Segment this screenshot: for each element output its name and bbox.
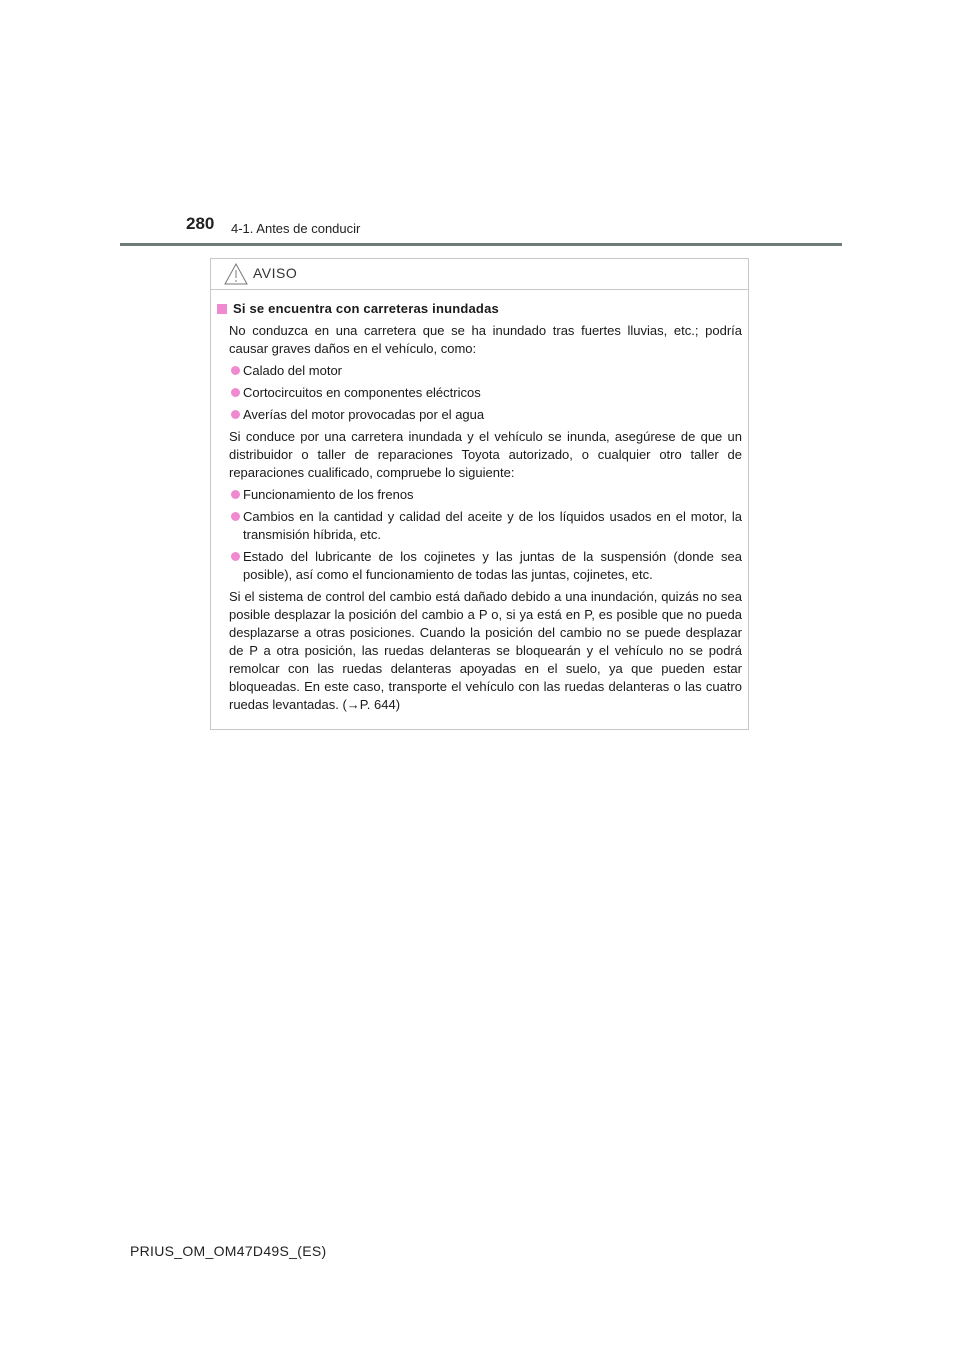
dot-bullet-icon [231, 410, 240, 419]
warning-heading [217, 300, 742, 318]
footer-code: PRIUS_OM_OM47D49S_(ES) [130, 1243, 327, 1259]
inspection-paragraph: Si conduce por una carretera inundada y el vehículo se inunda, asegúrese de que un distribuidor o taller de reparaciones Toyota autorizado, o cualquier otro taller de reparaciones cualificado, compruebe lo siguiente: [229, 429, 742, 480]
warning-triangle-icon [224, 263, 248, 285]
warning-box [210, 258, 749, 730]
header-rule [120, 243, 842, 246]
shift-system-paragraph: Si el sistema de control del cambio está dañado debido a una inundación, quizás no sea posible desplazar la posición del cambio a P o, si ya está en P, es posible que no pueda desplazarse a otras posiciones. Cuando la posición del cambio no se puede desplazar de P a otra posición, las ruedas delanteras se bloquearán y el vehículo no se podrá remolcar con las ruedas delanteras apoyadas en el suelo, ya que pueden estar bloqueadas. En este caso, transporte el vehículo con las ruedas delanteras o las cuatro ruedas levantadas. (→P. 644) [229, 589, 742, 712]
page-number: 280 [186, 214, 215, 233]
dot-bullet-icon [231, 512, 240, 521]
section-title: 4-1. Antes de conducir [231, 221, 361, 236]
warning-label: AVISO [253, 265, 298, 281]
dot-bullet-icon [231, 366, 240, 375]
dot-bullet-icon [231, 490, 240, 499]
heading-text: Si se encuentra con carreteras inundadas [233, 301, 499, 316]
intro-paragraph: No conduzca en una carretera que se ha inundado tras fuertes lluvias, etc.; podría causar graves daños en el vehículo, como: [229, 323, 742, 356]
bullet-item: Cambios en la cantidad y calidad del aceite y de los líquidos usados en el motor, la transmisión híbrida, etc. [217, 508, 742, 544]
dot-bullet-icon [231, 552, 240, 561]
bullet-item: Estado del lubricante de los cojinetes y las juntas de la suspensión (donde sea posible), así como el funcionamiento de todas las juntas, cojinetes, etc. [217, 548, 742, 584]
bullet-item: Averías del motor provocadas por el agua [217, 406, 742, 424]
bullet-item: Cortocircuitos en componentes eléctricos [217, 384, 742, 402]
dot-bullet-icon [231, 388, 240, 397]
square-bullet-icon [217, 304, 227, 314]
bullet-item: Calado del motor [217, 362, 742, 380]
warning-body [211, 290, 748, 714]
warning-header [211, 259, 748, 290]
bullet-item: Funcionamiento de los frenos [217, 486, 742, 504]
